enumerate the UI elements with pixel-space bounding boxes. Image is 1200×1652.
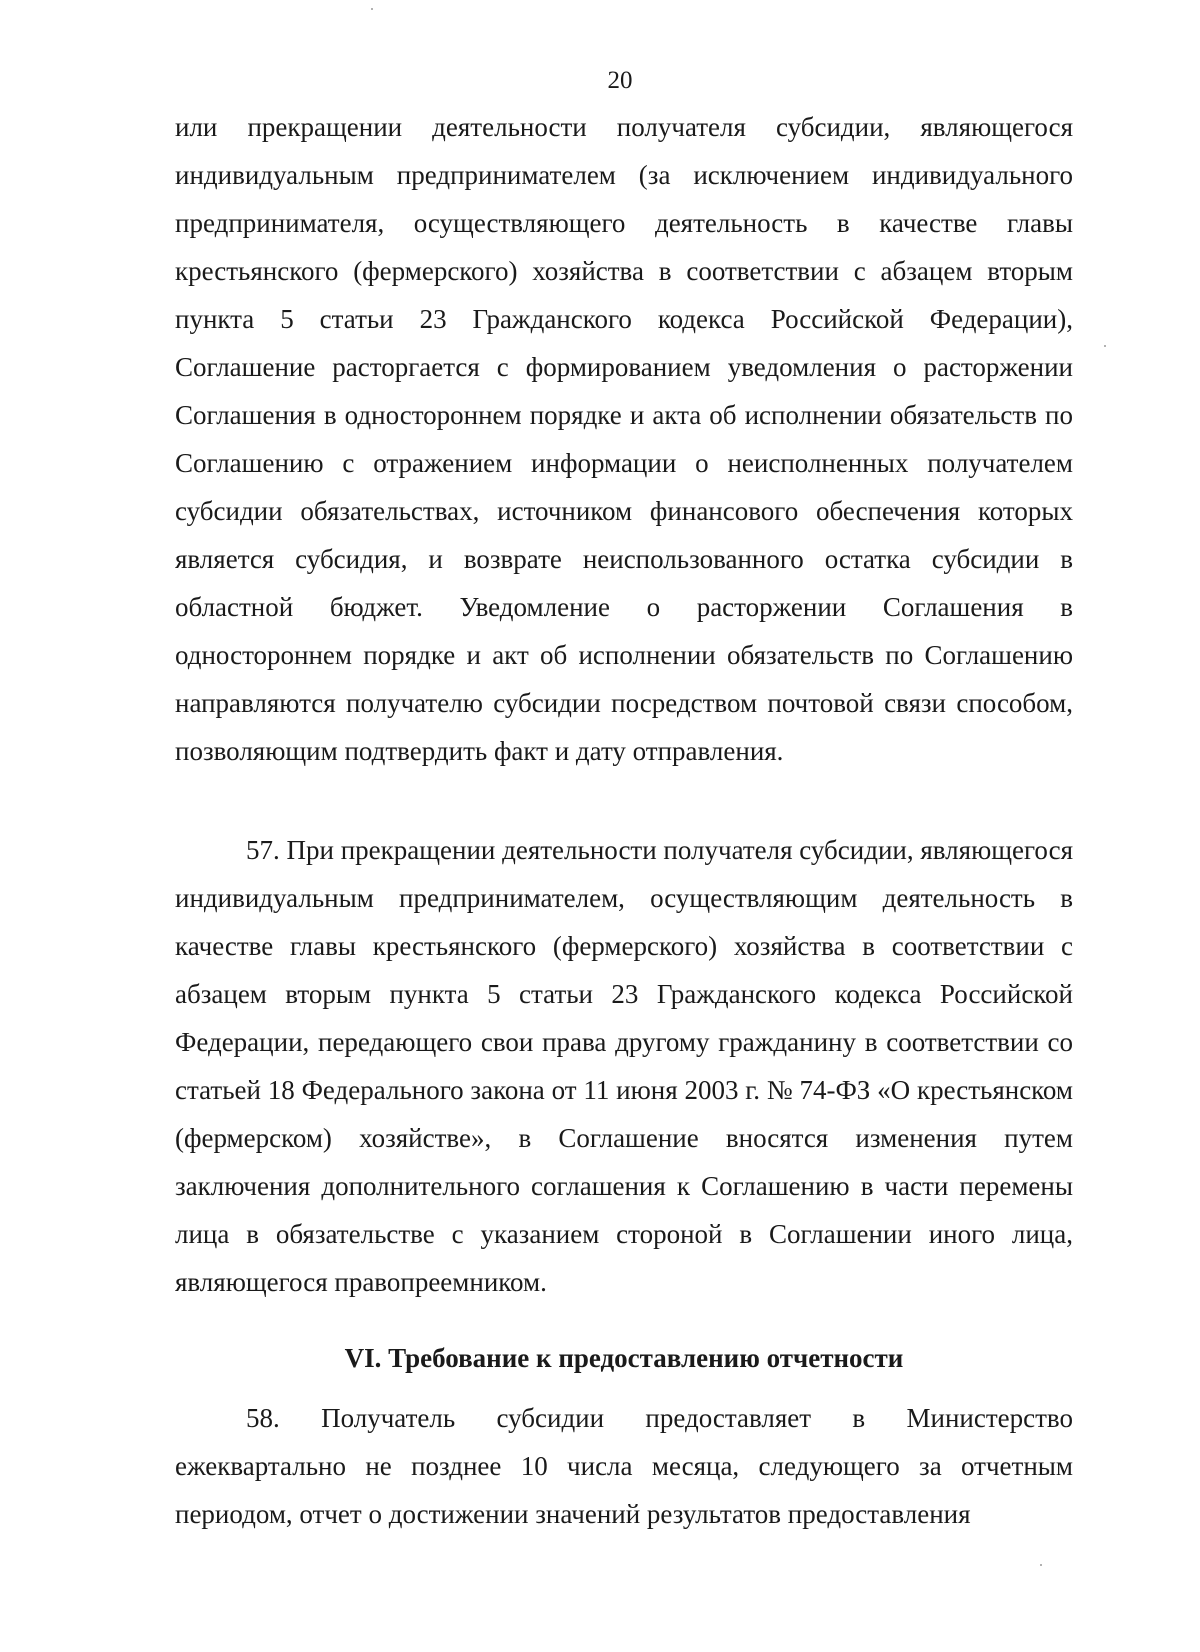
page-number: 20 bbox=[607, 67, 633, 94]
scan-speck bbox=[1104, 345, 1106, 347]
paragraph-57: 57. При прекращении деятельности получателя субсидии, являющегося индивидуальным предпринимателем, осуществляющим деятельность в качестве главы крестьянского (фермерского) хозяйства в соответствии с абзацем вторым пункта 5 статьи 23 Гражданского кодекса Российской Федерации, передающего свои права другому гражданину в соответствии со статьей 18 Федерального закона от 11 июня 2003 г. № 74-ФЗ «О крестьянском (фермерском) хозяйстве», в Соглашение вносятся изменения путем заключения дополнительного соглашения к Соглашению в части перемены лица в обязательстве с указанием стороной в Соглашении иного лица, являющегося правопреемником. bbox=[175, 835, 1073, 1297]
paragraph-continuation-block bbox=[175, 103, 1073, 775]
scan-speck bbox=[1040, 1564, 1042, 1566]
paragraph-58-block bbox=[175, 1394, 1073, 1538]
paragraph-continuation: или прекращении деятельности получателя субсидии, являющегося индивидуальным предпринимателем (за исключением индивидуального предпринимателя, осуществляющего деятельность в качестве главы крестьянского (фермерского) хозяйства в соответствии с абзацем вторым пункта 5 статьи 23 Гражданского кодекса Российской Федерации), Соглашение расторгается с формированием уведомления о расторжении Соглашения в одностороннем порядке и акта об исполнении обязательств по Соглашению с отражением информации о неисполненных получателем субсидии обязательствах, источником финансового обеспечения которых является субсидия, и возврате неиспользованного остатка субсидии в областной бюджет. Уведомление о расторжении Соглашения в одностороннем порядке и акт об исполнении обязательств по Соглашению направляются получателю субсидии посредством почтовой связи способом, позволяющим подтвердить факт и дату отправления. bbox=[175, 112, 1073, 766]
scan-speck bbox=[371, 8, 373, 10]
section-heading: VI. Требование к предоставлению отчетности bbox=[344, 1343, 904, 1373]
paragraph-58: 58. Получатель субсидии предоставляет в Министерство ежеквартально не позднее 10 числа месяца, следующего за отчетным периодом, отчет о достижении значений результатов предоставления bbox=[175, 1403, 1073, 1529]
paragraph-57-block bbox=[175, 826, 1073, 1306]
